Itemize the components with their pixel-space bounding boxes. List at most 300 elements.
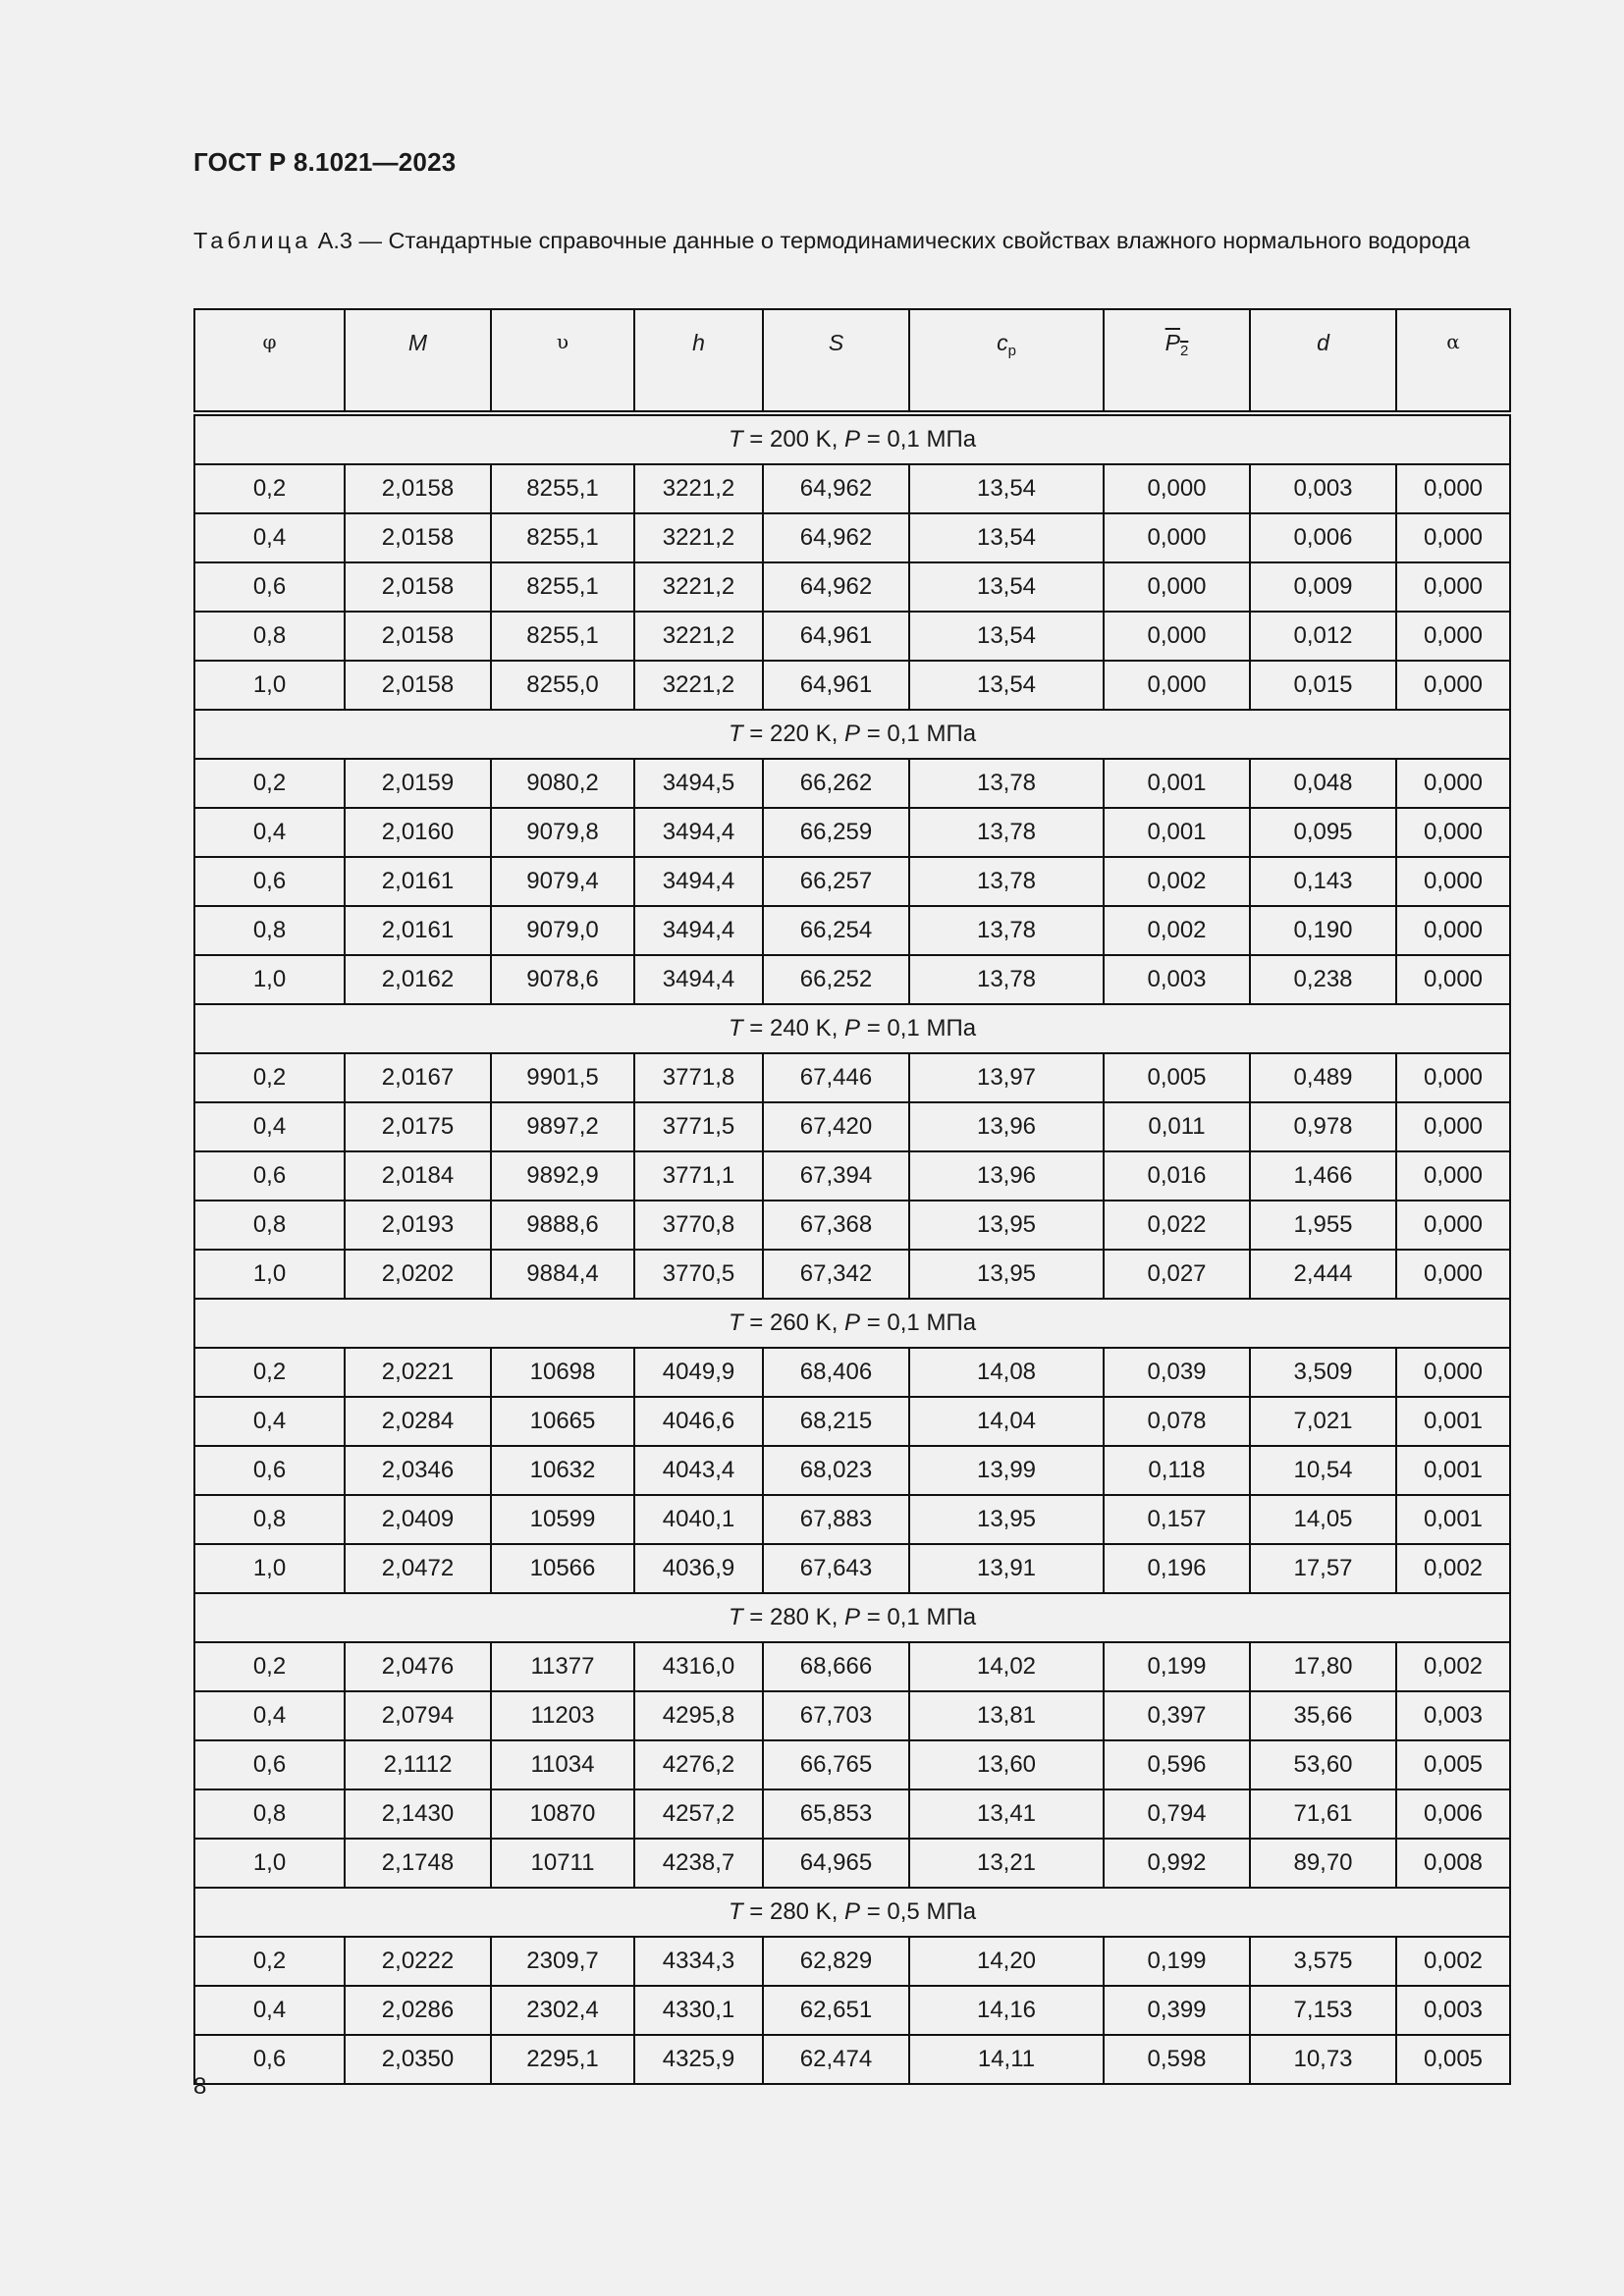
table-row bbox=[194, 562, 1510, 612]
table-cell: 10665 bbox=[491, 1397, 634, 1446]
col-header-phi: φ bbox=[194, 309, 345, 413]
table-cell: 0,002 bbox=[1396, 1937, 1510, 1986]
table-row bbox=[194, 1839, 1510, 1888]
table-cell: 2,1112 bbox=[345, 1740, 491, 1789]
table-cell: 0,005 bbox=[1396, 1740, 1510, 1789]
table-row bbox=[194, 612, 1510, 661]
table-cell: 11203 bbox=[491, 1691, 634, 1740]
unit-k: K, bbox=[809, 721, 845, 747]
table-cell: 64,962 bbox=[763, 513, 909, 562]
table-cell: 0,6 bbox=[194, 1446, 345, 1495]
P-symbol: P bbox=[844, 1015, 861, 1041]
table-cell: 3494,4 bbox=[634, 808, 763, 857]
table-cell: 13,78 bbox=[909, 759, 1104, 808]
table-cell: 67,446 bbox=[763, 1053, 909, 1102]
col-header-s: S bbox=[763, 309, 909, 413]
table-row bbox=[194, 661, 1510, 710]
section-condition bbox=[194, 1004, 1510, 1053]
table-cell: 0,2 bbox=[194, 464, 345, 513]
table-cell: 0,022 bbox=[1104, 1201, 1250, 1250]
eq2: = bbox=[860, 721, 888, 747]
unit-mpa: МПа bbox=[919, 1309, 977, 1336]
unit-mpa: МПа bbox=[919, 426, 977, 453]
table-cell: 0,003 bbox=[1250, 464, 1396, 513]
table-cell: 64,965 bbox=[763, 1839, 909, 1888]
table-cell: 66,252 bbox=[763, 955, 909, 1004]
table-cell: 0,011 bbox=[1104, 1102, 1250, 1151]
table-cell: 0,4 bbox=[194, 513, 345, 562]
table-cell: 11377 bbox=[491, 1642, 634, 1691]
table-cell: 13,54 bbox=[909, 612, 1104, 661]
table-cell: 0,4 bbox=[194, 1397, 345, 1446]
table-cell: 3221,2 bbox=[634, 464, 763, 513]
table-cell: 0,4 bbox=[194, 808, 345, 857]
table-cell: 66,254 bbox=[763, 906, 909, 955]
table-cell: 0,002 bbox=[1396, 1544, 1510, 1593]
table-row bbox=[194, 1348, 1510, 1397]
temperature-value: 200 bbox=[769, 426, 810, 453]
table-cell: 0,048 bbox=[1250, 759, 1396, 808]
table-cell: 0,000 bbox=[1396, 906, 1510, 955]
table-cell: 10632 bbox=[491, 1446, 634, 1495]
table-cell: 10566 bbox=[491, 1544, 634, 1593]
table-cell: 0,2 bbox=[194, 1642, 345, 1691]
unit-k: K, bbox=[809, 1898, 845, 1925]
table-cell: 1,0 bbox=[194, 1544, 345, 1593]
table-cell: 4295,8 bbox=[634, 1691, 763, 1740]
table-cell: 2,0159 bbox=[345, 759, 491, 808]
table-cell: 0,399 bbox=[1104, 1986, 1250, 2035]
table-cell: 3,509 bbox=[1250, 1348, 1396, 1397]
unit-k: K, bbox=[809, 1604, 845, 1630]
table-cell: 0,6 bbox=[194, 857, 345, 906]
col-header-p2: $P_2$ bbox=[1104, 309, 1250, 413]
table-cell: 10711 bbox=[491, 1839, 634, 1888]
unit-mpa: МПа bbox=[919, 1604, 977, 1630]
table-cell: 14,20 bbox=[909, 1937, 1104, 1986]
table-cell: 0,8 bbox=[194, 906, 345, 955]
table-cell: 0,001 bbox=[1396, 1446, 1510, 1495]
table-cell: 3771,1 bbox=[634, 1151, 763, 1201]
table-cell: 0,8 bbox=[194, 1495, 345, 1544]
table-cell: 9079,8 bbox=[491, 808, 634, 857]
P-symbol: P bbox=[844, 1898, 861, 1925]
section-condition bbox=[194, 1299, 1510, 1348]
table-cell: 0,6 bbox=[194, 2035, 345, 2084]
table-cell: 2,0472 bbox=[345, 1544, 491, 1593]
table-cell: 2,0162 bbox=[345, 955, 491, 1004]
table-row bbox=[194, 513, 1510, 562]
table-cell: 68,666 bbox=[763, 1642, 909, 1691]
table-cell: 10698 bbox=[491, 1348, 634, 1397]
table-cell: 0,157 bbox=[1104, 1495, 1250, 1544]
table-row bbox=[194, 1789, 1510, 1839]
table-cell: 2309,7 bbox=[491, 1937, 634, 1986]
table-cell: 9888,6 bbox=[491, 1201, 634, 1250]
eq1: = bbox=[742, 1015, 770, 1041]
table-cell: 1,0 bbox=[194, 1250, 345, 1299]
table-cell: 13,78 bbox=[909, 906, 1104, 955]
table-cell: 0,008 bbox=[1396, 1839, 1510, 1888]
table-cell: 67,420 bbox=[763, 1102, 909, 1151]
table-cell: 0,992 bbox=[1104, 1839, 1250, 1888]
table-cell: 0,000 bbox=[1396, 808, 1510, 857]
table-cell: 0,8 bbox=[194, 1789, 345, 1839]
table-cell: 10,54 bbox=[1250, 1446, 1396, 1495]
pressure-value: 0,1 bbox=[887, 1604, 920, 1630]
table-cell: 0,196 bbox=[1104, 1544, 1250, 1593]
table-cell: 13,78 bbox=[909, 857, 1104, 906]
table-cell: 7,153 bbox=[1250, 1986, 1396, 2035]
table-cell: 0,000 bbox=[1396, 857, 1510, 906]
table-cell: 3770,5 bbox=[634, 1250, 763, 1299]
table-cell: 0,2 bbox=[194, 1053, 345, 1102]
table-cell: 64,961 bbox=[763, 661, 909, 710]
table-cell: 10870 bbox=[491, 1789, 634, 1839]
table-cell: 0,000 bbox=[1396, 1201, 1510, 1250]
table-cell: 17,80 bbox=[1250, 1642, 1396, 1691]
caption-text: А.3 — Стандартные справочные данные о термодинамических свойствах влажного нормального водорода bbox=[311, 228, 1471, 253]
table-cell: 0,012 bbox=[1250, 612, 1396, 661]
table-cell: 0,4 bbox=[194, 1102, 345, 1151]
eq1: = bbox=[742, 1604, 770, 1630]
table-cell: 2,0476 bbox=[345, 1642, 491, 1691]
table-cell: 68,406 bbox=[763, 1348, 909, 1397]
table-cell: 4330,1 bbox=[634, 1986, 763, 2035]
table-cell: 0,000 bbox=[1396, 1053, 1510, 1102]
table-cell: 3221,2 bbox=[634, 562, 763, 612]
table-cell: 4049,9 bbox=[634, 1348, 763, 1397]
table-cell: 62,474 bbox=[763, 2035, 909, 2084]
T-symbol: T bbox=[728, 426, 743, 453]
table-row bbox=[194, 759, 1510, 808]
P-symbol: P bbox=[844, 1604, 861, 1630]
table-cell: 2,0167 bbox=[345, 1053, 491, 1102]
table-cell: 8255,1 bbox=[491, 513, 634, 562]
table-cell: 13,91 bbox=[909, 1544, 1104, 1593]
table-caption bbox=[193, 222, 1509, 260]
T-symbol: T bbox=[728, 721, 743, 747]
table-cell: 67,342 bbox=[763, 1250, 909, 1299]
table-cell: 2295,1 bbox=[491, 2035, 634, 2084]
pressure-value: 0,1 bbox=[887, 1015, 920, 1041]
unit-mpa: МПа bbox=[919, 1898, 977, 1925]
table-cell: 0,002 bbox=[1396, 1642, 1510, 1691]
table-cell: 0,001 bbox=[1104, 808, 1250, 857]
table-cell: 13,95 bbox=[909, 1495, 1104, 1544]
header-row bbox=[194, 309, 1510, 413]
table-cell: 0,095 bbox=[1250, 808, 1396, 857]
table-cell: 14,05 bbox=[1250, 1495, 1396, 1544]
table-row bbox=[194, 955, 1510, 1004]
eq2: = bbox=[860, 1898, 888, 1925]
table-cell: 13,95 bbox=[909, 1201, 1104, 1250]
table-cell: 0,027 bbox=[1104, 1250, 1250, 1299]
section-header-row bbox=[194, 1299, 1510, 1348]
eq2: = bbox=[860, 426, 888, 453]
eq1: = bbox=[742, 721, 770, 747]
table-cell: 9901,5 bbox=[491, 1053, 634, 1102]
table-cell: 8255,1 bbox=[491, 464, 634, 513]
table-cell: 17,57 bbox=[1250, 1544, 1396, 1593]
eq1: = bbox=[742, 426, 770, 453]
table-cell: 4046,6 bbox=[634, 1397, 763, 1446]
table-cell: 13,54 bbox=[909, 661, 1104, 710]
table-cell: 0,000 bbox=[1396, 1250, 1510, 1299]
table-cell: 0,003 bbox=[1396, 1691, 1510, 1740]
table-row bbox=[194, 808, 1510, 857]
table-cell: 2,0158 bbox=[345, 661, 491, 710]
table-cell: 2,0184 bbox=[345, 1151, 491, 1201]
table-cell: 0,005 bbox=[1396, 2035, 1510, 2084]
table-row bbox=[194, 1495, 1510, 1544]
T-symbol: T bbox=[728, 1898, 743, 1925]
table-cell: 0,009 bbox=[1250, 562, 1396, 612]
table-cell: 0,4 bbox=[194, 1986, 345, 2035]
table-cell: 4316,0 bbox=[634, 1642, 763, 1691]
table-cell: 2,0161 bbox=[345, 857, 491, 906]
table-cell: 0,397 bbox=[1104, 1691, 1250, 1740]
table-cell: 64,962 bbox=[763, 464, 909, 513]
table-cell: 67,394 bbox=[763, 1151, 909, 1201]
temperature-value: 220 bbox=[769, 721, 810, 747]
table-cell: 13,78 bbox=[909, 955, 1104, 1004]
table-cell: 8255,1 bbox=[491, 612, 634, 661]
table-cell: 0,006 bbox=[1396, 1789, 1510, 1839]
section-condition bbox=[194, 1888, 1510, 1937]
table-cell: 0,015 bbox=[1250, 661, 1396, 710]
P-symbol: P bbox=[844, 426, 861, 453]
table-cell: 1,0 bbox=[194, 661, 345, 710]
eq2: = bbox=[860, 1015, 888, 1041]
table-cell: 14,02 bbox=[909, 1642, 1104, 1691]
table-cell: 66,262 bbox=[763, 759, 909, 808]
section-header-row bbox=[194, 1888, 1510, 1937]
T-symbol: T bbox=[728, 1604, 743, 1630]
table-cell: 0,598 bbox=[1104, 2035, 1250, 2084]
table-cell: 13,21 bbox=[909, 1839, 1104, 1888]
table-cell: 0,000 bbox=[1396, 464, 1510, 513]
table-cell: 0,2 bbox=[194, 759, 345, 808]
section-header-row bbox=[194, 1004, 1510, 1053]
table-cell: 0,199 bbox=[1104, 1642, 1250, 1691]
table-cell: 0,000 bbox=[1104, 612, 1250, 661]
table-cell: 0,000 bbox=[1396, 1102, 1510, 1151]
pressure-value: 0,1 bbox=[887, 426, 920, 453]
table-cell: 0,039 bbox=[1104, 1348, 1250, 1397]
table-row bbox=[194, 464, 1510, 513]
table-cell: 0,016 bbox=[1104, 1151, 1250, 1201]
col-header-h: h bbox=[634, 309, 763, 413]
table-cell: 66,257 bbox=[763, 857, 909, 906]
table-cell: 10,73 bbox=[1250, 2035, 1396, 2084]
table-cell: 3771,5 bbox=[634, 1102, 763, 1151]
table-cell: 0,000 bbox=[1104, 661, 1250, 710]
eq2: = bbox=[860, 1309, 888, 1336]
eq2: = bbox=[860, 1604, 888, 1630]
table-cell: 4325,9 bbox=[634, 2035, 763, 2084]
table-cell: 13,81 bbox=[909, 1691, 1104, 1740]
table-cell: 9080,2 bbox=[491, 759, 634, 808]
table-cell: 64,962 bbox=[763, 562, 909, 612]
section-condition bbox=[194, 1593, 1510, 1642]
table-cell: 9897,2 bbox=[491, 1102, 634, 1151]
table-cell: 89,70 bbox=[1250, 1839, 1396, 1888]
table-cell: 67,703 bbox=[763, 1691, 909, 1740]
table-cell: 0,002 bbox=[1104, 906, 1250, 955]
section-header-row bbox=[194, 1593, 1510, 1642]
table-cell: 64,961 bbox=[763, 612, 909, 661]
table-cell: 2,0202 bbox=[345, 1250, 491, 1299]
table-cell: 35,66 bbox=[1250, 1691, 1396, 1740]
table-row bbox=[194, 1544, 1510, 1593]
table-cell: 14,11 bbox=[909, 2035, 1104, 2084]
pressure-value: 0,1 bbox=[887, 721, 920, 747]
table-cell: 2302,4 bbox=[491, 1986, 634, 2035]
table-cell: 3770,8 bbox=[634, 1201, 763, 1250]
table-cell: 2,0286 bbox=[345, 1986, 491, 2035]
table-cell: 3494,4 bbox=[634, 906, 763, 955]
table-cell: 2,0175 bbox=[345, 1102, 491, 1151]
table-cell: 0,002 bbox=[1104, 857, 1250, 906]
table-cell: 2,0222 bbox=[345, 1937, 491, 1986]
temperature-value: 260 bbox=[769, 1309, 810, 1336]
table-cell: 0,000 bbox=[1104, 562, 1250, 612]
unit-mpa: МПа bbox=[919, 1015, 977, 1041]
table-cell: 0,190 bbox=[1250, 906, 1396, 955]
table-body bbox=[194, 413, 1510, 2084]
table-cell: 2,0193 bbox=[345, 1201, 491, 1250]
table-cell: 2,0161 bbox=[345, 906, 491, 955]
table-cell: 0,000 bbox=[1396, 1151, 1510, 1201]
table-cell: 13,95 bbox=[909, 1250, 1104, 1299]
table-cell: 14,16 bbox=[909, 1986, 1104, 2035]
table-cell: 13,60 bbox=[909, 1740, 1104, 1789]
table-row bbox=[194, 1642, 1510, 1691]
table-cell: 11034 bbox=[491, 1740, 634, 1789]
table-cell: 65,853 bbox=[763, 1789, 909, 1839]
table-row bbox=[194, 857, 1510, 906]
unit-k: K, bbox=[809, 1309, 845, 1336]
table-cell: 1,466 bbox=[1250, 1151, 1396, 1201]
table-cell: 67,883 bbox=[763, 1495, 909, 1544]
table-cell: 13,96 bbox=[909, 1102, 1104, 1151]
table-cell: 4238,7 bbox=[634, 1839, 763, 1888]
table-row bbox=[194, 1986, 1510, 2035]
table-cell: 62,829 bbox=[763, 1937, 909, 1986]
table-cell: 0,2 bbox=[194, 1937, 345, 1986]
document-code: ГОСТ Р 8.1021—2023 bbox=[193, 147, 457, 177]
table-row bbox=[194, 1201, 1510, 1250]
table-cell: 2,0794 bbox=[345, 1691, 491, 1740]
table-cell: 10599 bbox=[491, 1495, 634, 1544]
table-cell: 0,8 bbox=[194, 1201, 345, 1250]
unit-mpa: МПа bbox=[919, 721, 977, 747]
table-cell: 13,54 bbox=[909, 464, 1104, 513]
P-symbol: P bbox=[844, 1309, 861, 1336]
table-cell: 0,199 bbox=[1104, 1937, 1250, 1986]
table-row bbox=[194, 1397, 1510, 1446]
table-cell: 2,0284 bbox=[345, 1397, 491, 1446]
table-cell: 3494,4 bbox=[634, 955, 763, 1004]
table-cell: 2,0346 bbox=[345, 1446, 491, 1495]
table-cell: 1,0 bbox=[194, 955, 345, 1004]
table-cell: 1,0 bbox=[194, 1839, 345, 1888]
section-condition bbox=[194, 710, 1510, 759]
table-cell: 9079,4 bbox=[491, 857, 634, 906]
section-header-row bbox=[194, 710, 1510, 759]
unit-k: K, bbox=[809, 426, 845, 453]
table-cell: 14,08 bbox=[909, 1348, 1104, 1397]
table-row bbox=[194, 2035, 1510, 2084]
table-cell: 14,04 bbox=[909, 1397, 1104, 1446]
table-cell: 4257,2 bbox=[634, 1789, 763, 1839]
table-cell: 68,215 bbox=[763, 1397, 909, 1446]
thermo-data-table bbox=[193, 308, 1511, 2085]
table-cell: 13,99 bbox=[909, 1446, 1104, 1495]
table-row bbox=[194, 1102, 1510, 1151]
table-cell: 0,000 bbox=[1396, 661, 1510, 710]
table-cell: 3494,4 bbox=[634, 857, 763, 906]
table-row bbox=[194, 1053, 1510, 1102]
table-cell: 0,4 bbox=[194, 1691, 345, 1740]
table-cell: 9884,4 bbox=[491, 1250, 634, 1299]
table-cell: 0,000 bbox=[1104, 513, 1250, 562]
table-cell: 1,955 bbox=[1250, 1201, 1396, 1250]
table-cell: 3221,2 bbox=[634, 513, 763, 562]
table-cell: 13,41 bbox=[909, 1789, 1104, 1839]
table-cell: 0,001 bbox=[1396, 1495, 1510, 1544]
table-row bbox=[194, 1250, 1510, 1299]
table-cell: 0,000 bbox=[1396, 955, 1510, 1004]
section-condition bbox=[194, 413, 1510, 464]
unit-k: K, bbox=[809, 1015, 845, 1041]
table-cell: 0,118 bbox=[1104, 1446, 1250, 1495]
eq1: = bbox=[742, 1898, 770, 1925]
table-cell: 3771,8 bbox=[634, 1053, 763, 1102]
table-cell: 0,2 bbox=[194, 1348, 345, 1397]
table-cell: 0,000 bbox=[1104, 464, 1250, 513]
T-symbol: T bbox=[728, 1015, 743, 1041]
table-cell: 0,001 bbox=[1104, 759, 1250, 808]
table-cell: 3494,5 bbox=[634, 759, 763, 808]
table-cell: 0,978 bbox=[1250, 1102, 1396, 1151]
caption-prefix: Таблица bbox=[193, 228, 312, 253]
col-header-upsilon: υ bbox=[491, 309, 634, 413]
table-cell: 2,1748 bbox=[345, 1839, 491, 1888]
table-cell: 0,003 bbox=[1104, 955, 1250, 1004]
table-cell: 4276,2 bbox=[634, 1740, 763, 1789]
table-cell: 9079,0 bbox=[491, 906, 634, 955]
table-cell: 13,96 bbox=[909, 1151, 1104, 1201]
table-row bbox=[194, 1937, 1510, 1986]
col-header-cp: $c_p$ bbox=[909, 309, 1104, 413]
table-cell: 0,078 bbox=[1104, 1397, 1250, 1446]
T-symbol: T bbox=[728, 1309, 743, 1336]
table-cell: 2,444 bbox=[1250, 1250, 1396, 1299]
table-cell: 66,259 bbox=[763, 808, 909, 857]
table-cell: 0,794 bbox=[1104, 1789, 1250, 1839]
table-row bbox=[194, 1691, 1510, 1740]
table-cell: 3221,2 bbox=[634, 661, 763, 710]
table-cell: 0,000 bbox=[1396, 562, 1510, 612]
table-cell: 67,368 bbox=[763, 1201, 909, 1250]
col-header-m: M bbox=[345, 309, 491, 413]
col-header-d: d bbox=[1250, 309, 1396, 413]
table-cell: 4036,9 bbox=[634, 1544, 763, 1593]
table-cell: 13,54 bbox=[909, 513, 1104, 562]
table-cell: 9892,9 bbox=[491, 1151, 634, 1201]
